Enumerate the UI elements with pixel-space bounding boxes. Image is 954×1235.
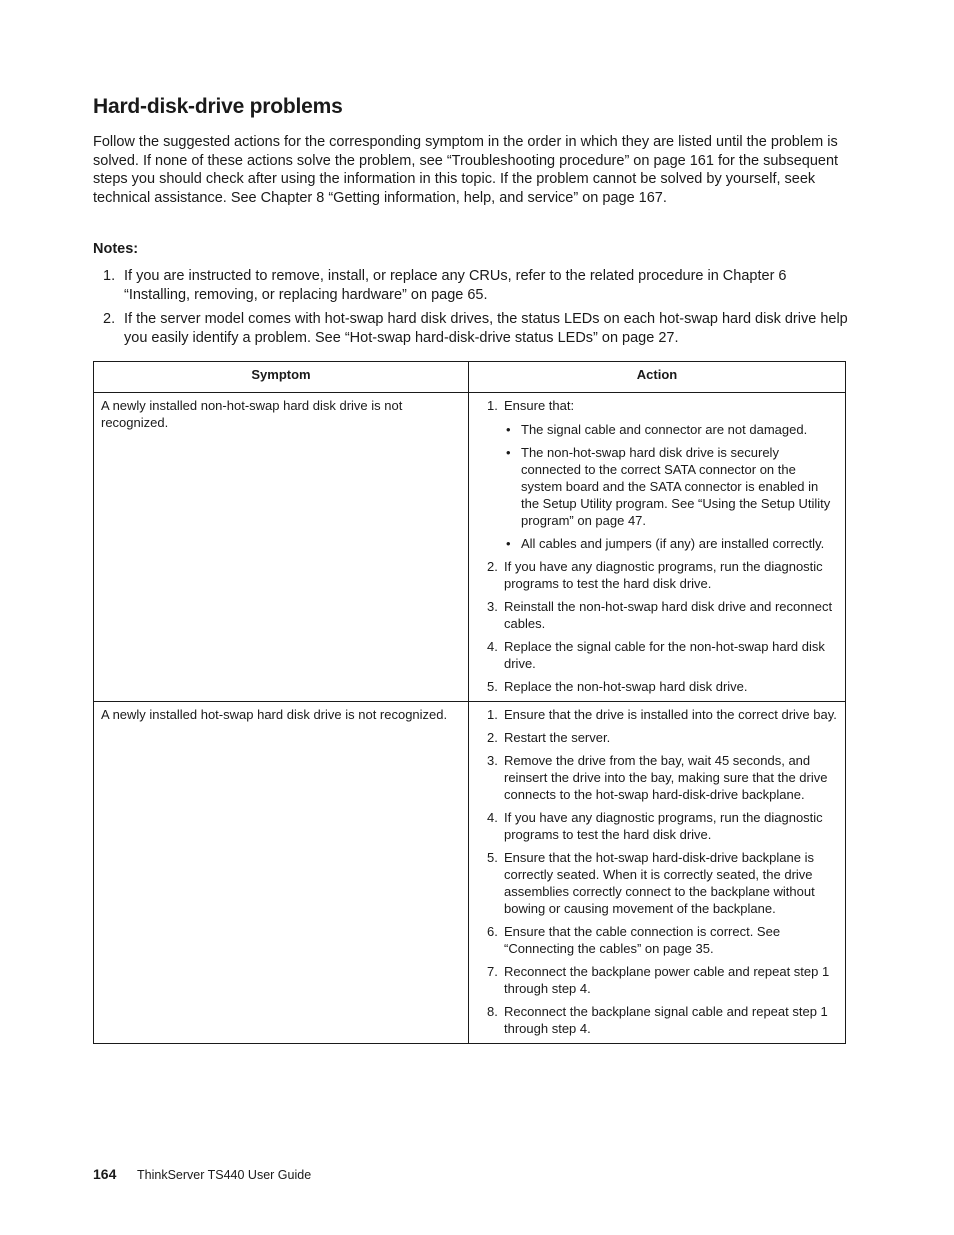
bullet-text: All cables and jumpers (if any) are installed correctly. — [521, 536, 825, 551]
notes-list — [93, 267, 853, 353]
step-number: 5. — [487, 850, 498, 865]
action-step — [487, 678, 837, 695]
step-number: 1. — [487, 398, 498, 413]
step-number: 2. — [487, 730, 498, 745]
intro-paragraph: Follow the suggested actions for the corresponding symptom in the order in which they are listed until the problem is solved. If none of these actions solve the problem, see “Troubleshooting procedure” on page 161 for the subsequent steps you should check after using the information in this topic. If the problem cannot be solved by yourself, seek technical assistance. See Chapter 8 “Getting information, help, and service” on page 167. — [93, 134, 839, 206]
step-text: Reconnect the backplane power cable and repeat step 1 through step 4. — [504, 964, 830, 996]
action-cell — [469, 393, 846, 702]
troubleshooting-table — [93, 361, 846, 1044]
step-text: If you have any diagnostic programs, run the diagnostic programs to test the hard disk drive. — [504, 810, 823, 842]
bullet-item — [504, 421, 837, 438]
symptom-cell: A newly installed non-hot-swap hard disk drive is not recognized. — [94, 393, 469, 702]
step-text: Ensure that the hot-swap hard-disk-drive backplane is correctly seated. When it is correctly seated, the drive assemblies correctly connect to the backplane without bowing or causing movement of the backplane. — [504, 850, 815, 916]
step-number: 2. — [487, 559, 498, 574]
step-text: If you have any diagnostic programs, run the diagnostic programs to test the hard disk drive. — [504, 559, 823, 591]
bullet-icon: • — [506, 536, 511, 551]
step-number: 7. — [487, 964, 498, 979]
action-step — [487, 963, 837, 997]
action-step — [487, 558, 837, 592]
symptom-column-header: Symptom — [94, 362, 469, 393]
step-number: 4. — [487, 810, 498, 825]
bullet-icon: • — [506, 422, 511, 437]
note-item — [93, 267, 853, 304]
footer-guide-title: ThinkServer TS440 User Guide — [137, 1168, 312, 1182]
action-step — [487, 706, 837, 723]
bullet-icon: • — [506, 445, 511, 460]
action-step — [487, 849, 837, 917]
note-item — [93, 310, 853, 347]
action-steps — [487, 706, 837, 1037]
step-text: Ensure that the cable connection is correct. See “Connecting the cables” on page 35. — [504, 924, 781, 956]
bullet-item — [504, 535, 837, 552]
step-number: 3. — [487, 753, 498, 768]
note-text: If the server model comes with hot-swap hard disk drives, the status LEDs on each hot-swap hard disk drive help you easily identify a problem. See “Hot-swap hard-disk-drive status LEDs” on page 27. — [124, 311, 848, 346]
step-text: Reinstall the non-hot-swap hard disk drive and reconnect cables. — [504, 599, 833, 631]
table-row — [94, 393, 846, 702]
step-text: Replace the signal cable for the non-hot-swap hard disk drive. — [504, 639, 825, 671]
step-text: Reconnect the backplane signal cable and repeat step 1 through step 4. — [504, 1004, 828, 1036]
page-number: 164 — [93, 1166, 117, 1182]
step-text: Replace the non-hot-swap hard disk drive. — [504, 679, 748, 694]
note-number: 2. — [103, 311, 116, 327]
symptom-cell: A newly installed hot-swap hard disk drive is not recognized. — [94, 702, 469, 1044]
action-step — [487, 752, 837, 803]
step-text: Ensure that the drive is installed into the correct drive bay. — [504, 707, 837, 722]
action-step — [487, 729, 837, 746]
action-step — [487, 598, 837, 632]
action-cell — [469, 702, 846, 1044]
bullet-text: The signal cable and connector are not damaged. — [521, 422, 808, 437]
table-row — [94, 702, 846, 1044]
step-bullets — [504, 421, 837, 552]
step-number: 6. — [487, 924, 498, 939]
step-number: 8. — [487, 1004, 498, 1019]
action-step — [487, 923, 837, 957]
note-number: 1. — [103, 268, 116, 284]
step-text: Ensure that: — [504, 398, 575, 413]
step-number: 1. — [487, 707, 498, 722]
step-text: Restart the server. — [504, 730, 611, 745]
notes-label: Notes: — [93, 241, 139, 257]
page-title: Hard-disk-drive problems — [93, 95, 343, 118]
note-text: If you are instructed to remove, install, or replace any CRUs, refer to the related procedure in Chapter 6 “Installing, removing, or replacing hardware” on page 65. — [124, 268, 787, 303]
bullet-item — [504, 444, 837, 529]
action-step — [487, 638, 837, 672]
action-steps — [487, 397, 837, 695]
action-column-header: Action — [469, 362, 846, 393]
step-number: 4. — [487, 639, 498, 654]
step-number: 3. — [487, 599, 498, 614]
action-step — [487, 397, 837, 552]
step-number: 5. — [487, 679, 498, 694]
table-header-row — [94, 362, 846, 393]
action-step — [487, 809, 837, 843]
action-step — [487, 1003, 837, 1037]
bullet-text: The non-hot-swap hard disk drive is securely connected to the correct SATA connector on the system board and the SATA connector is enabled in the Setup Utility program. See “Using the Setup Utility program” on page 47. — [521, 445, 831, 528]
step-text: Remove the drive from the bay, wait 45 seconds, and reinsert the drive into the bay, making sure that the drive connects to the hot-swap hard-disk-drive backplane. — [504, 753, 828, 802]
